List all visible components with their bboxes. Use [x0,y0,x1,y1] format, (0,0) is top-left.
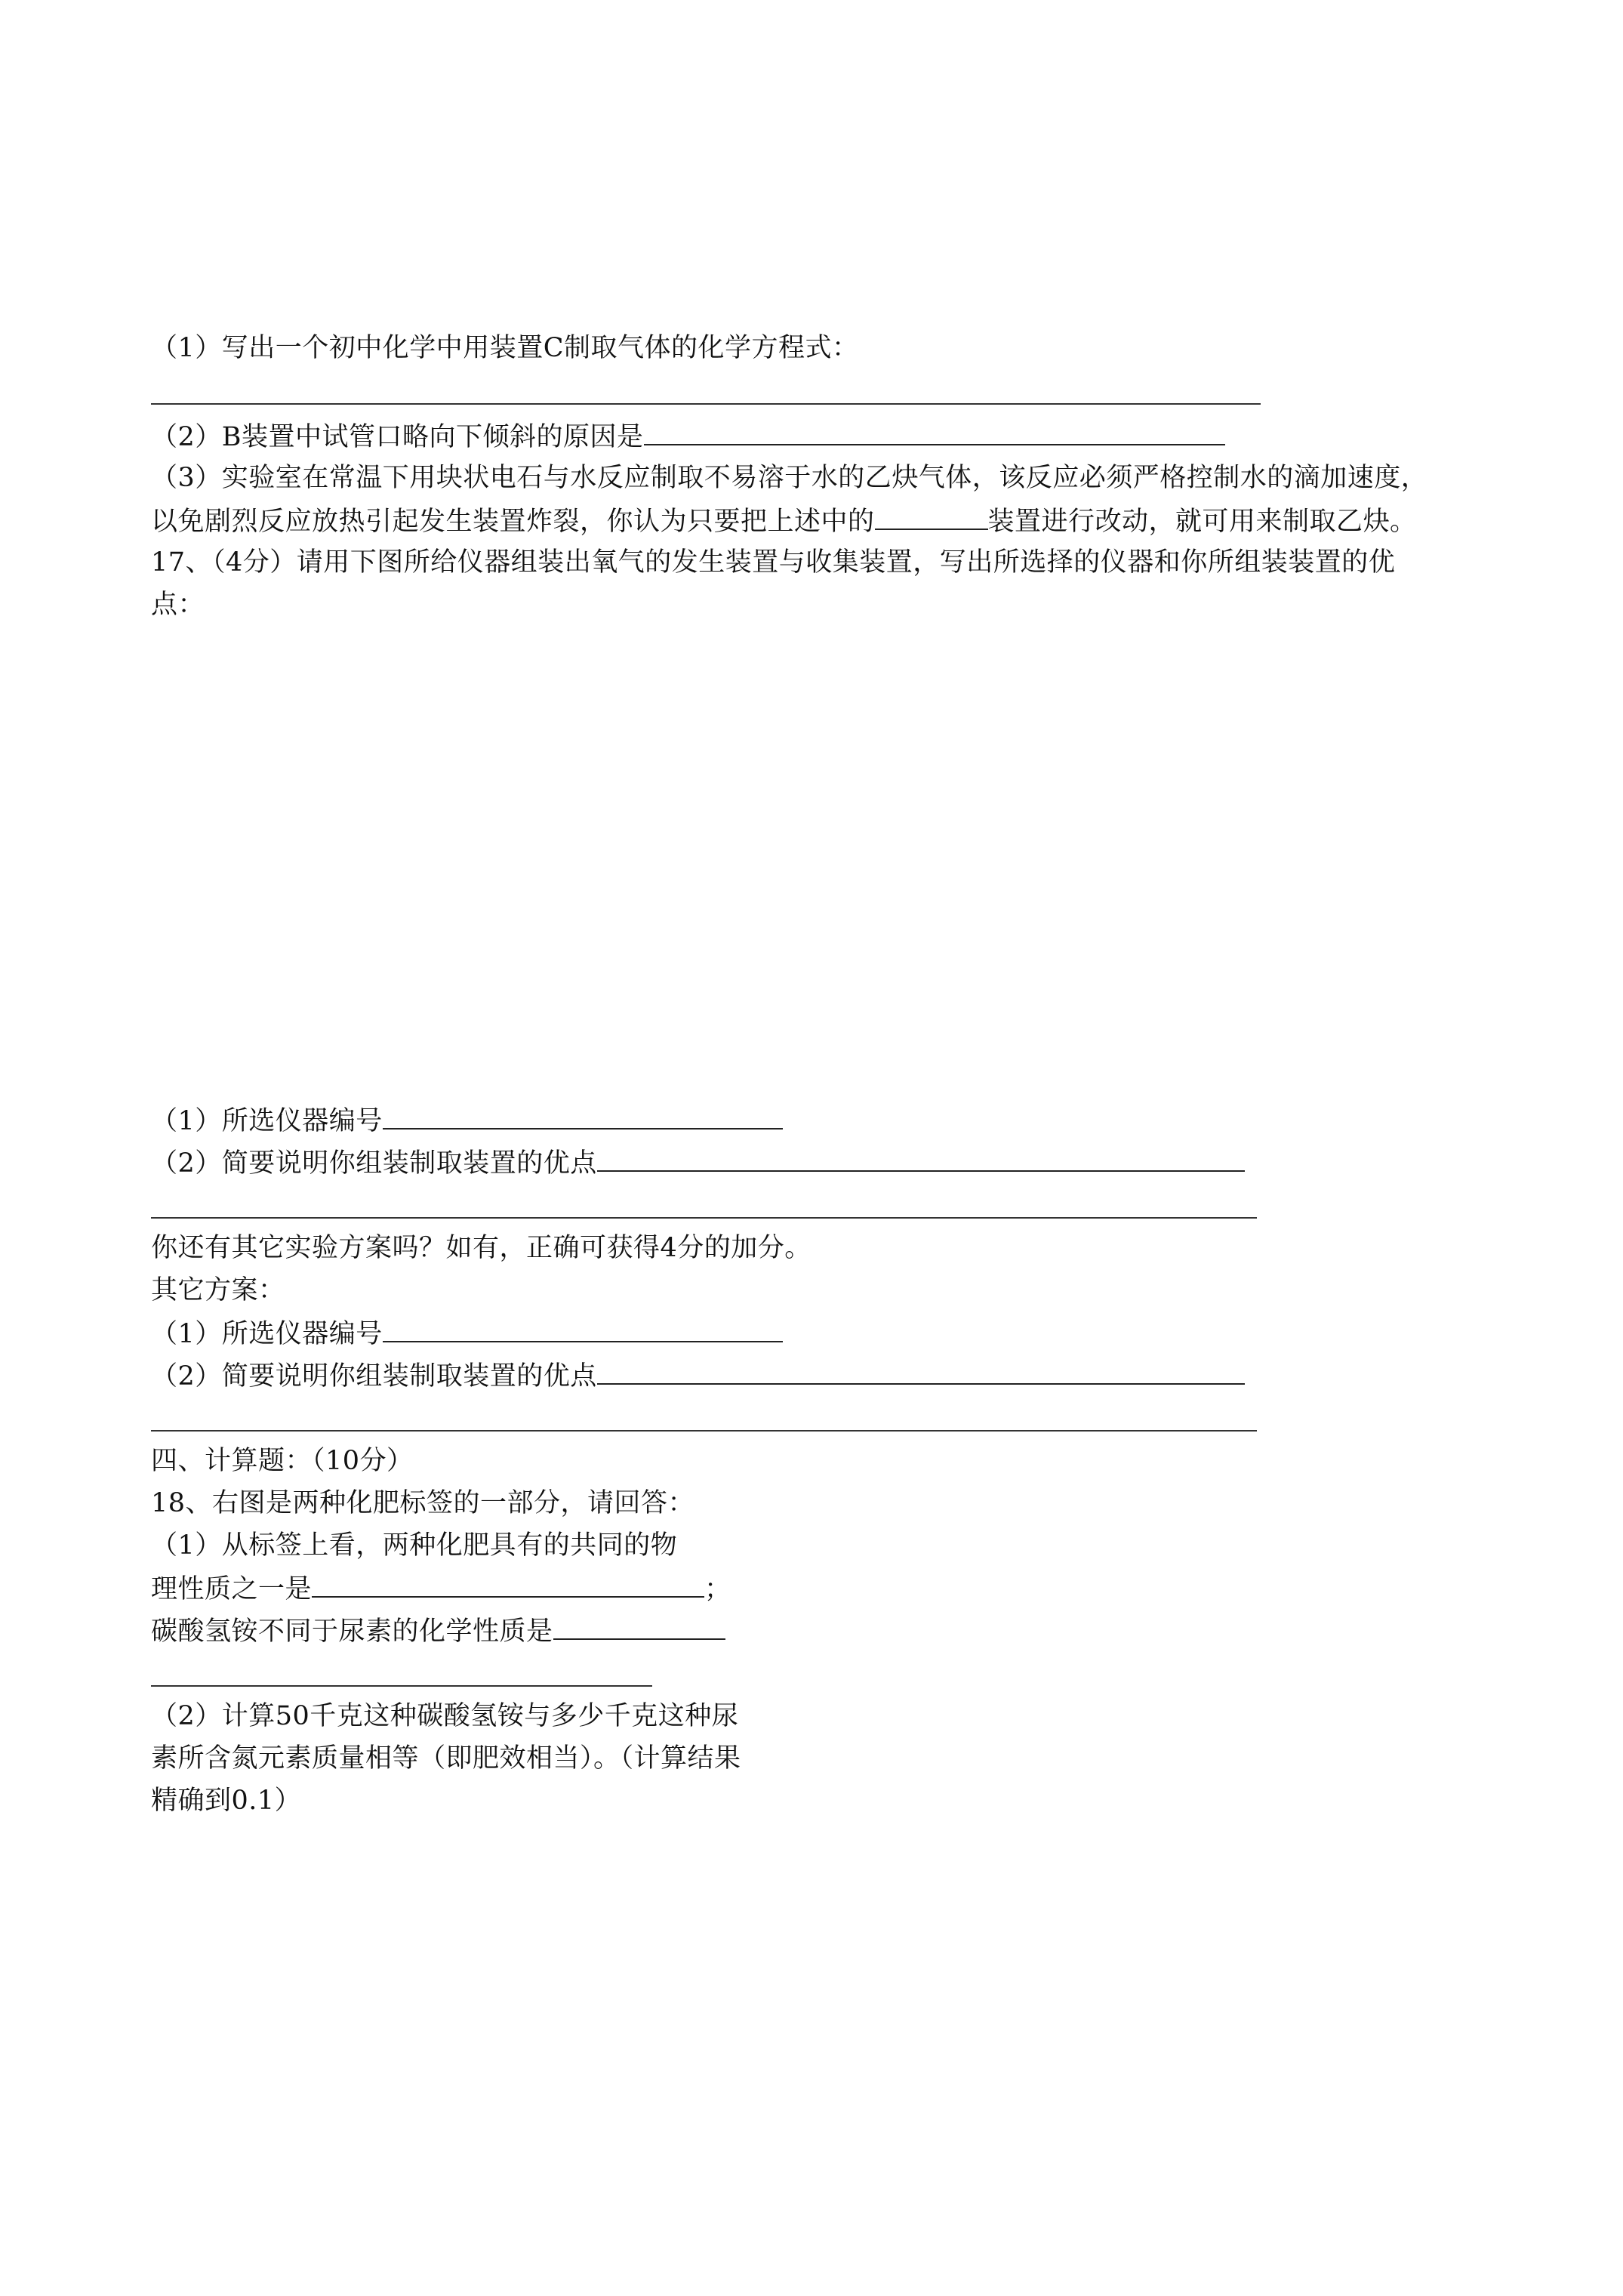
answer-line[interactable] [151,403,1261,405]
answer-blank[interactable] [597,1145,1245,1172]
q16-part2 [151,418,1225,455]
answer-blank[interactable] [383,1102,783,1130]
q16-part1: （1）写出一个初中化学中用装置C制取气体的化学方程式： [151,333,859,363]
answer-blank[interactable] [553,1613,725,1640]
answer-line[interactable] [151,1685,652,1687]
q18-part2-line2: 素所含氮元素质量相等（即肥效相当）。（计算结果 [151,1743,741,1774]
q18-part1-text-c: 碳酸氢铵不同于尿素的化学性质是 [151,1616,553,1647]
q17-extra-prompt: 你还有其它实验方案吗？如有，正确可获得4分的加分。 [151,1233,812,1263]
q17-prompt-line2: 点： [151,590,205,620]
q18-part1-line3 [151,1613,725,1649]
answer-blank[interactable] [597,1358,1245,1385]
q17-other-advantages [151,1358,1245,1394]
q16-part3-line2 [151,503,1417,539]
q17-a1-text: （1）所选仪器编号 [151,1106,383,1136]
q17-a2-text: （2）简要说明你组装制取装置的优点 [151,1148,597,1179]
q17-other-plan: 其它方案： [151,1275,285,1305]
q18-part2-line1: （2）计算50千克这种碳酸氢铵与多少千克这种尿 [151,1701,739,1731]
q18-part1-line1: （1）从标签上看，两种化肥具有的共同的物 [151,1530,678,1561]
q17-other-instrument-numbers [151,1315,783,1351]
q18-part1-line2 [151,1570,731,1607]
answer-blank[interactable] [875,503,988,530]
q16-part3-line1: （3）实验室在常温下用块状电石与水反应制取不易溶于水的乙炔气体，该反应必须严格控制水的滴加速度， [151,463,1428,493]
q16-part3-text-b: 装置进行改动，就可用来制取乙炔。 [987,507,1417,537]
q18-prompt: 18、右图是两种化肥标签的一部分，请回答： [151,1488,695,1518]
q16-part2-text: （2）B装置中试管口略向下倾斜的原因是 [151,422,644,452]
q17-prompt-line1: 17、（4分）请用下图所给仪器组装出氧气的发生装置与收集装置，写出所选择的仪器和你所组装装置的优 [151,547,1396,578]
q17-instrument-numbers [151,1102,783,1139]
q16-part3-text-a: 以免剧烈反应放热引起发生装置炸裂，你认为只要把上述中的 [151,507,875,537]
answer-line[interactable] [151,1217,1257,1219]
q18-part1-text-b: ； [704,1574,731,1604]
q17-advantages [151,1145,1245,1181]
answer-line[interactable] [151,1430,1257,1432]
q18-part2-line3: 精确到0.1） [151,1786,302,1816]
section-heading: 四、计算题：（10分） [151,1446,414,1476]
q17-b2-text: （2）简要说明你组装制取装置的优点 [151,1361,597,1391]
answer-blank[interactable] [383,1315,783,1342]
answer-blank[interactable] [644,418,1225,445]
answer-blank[interactable] [312,1570,704,1598]
q18-part1-text-a: 理性质之一是 [151,1574,313,1604]
q17-b1-text: （1）所选仪器编号 [151,1319,383,1349]
